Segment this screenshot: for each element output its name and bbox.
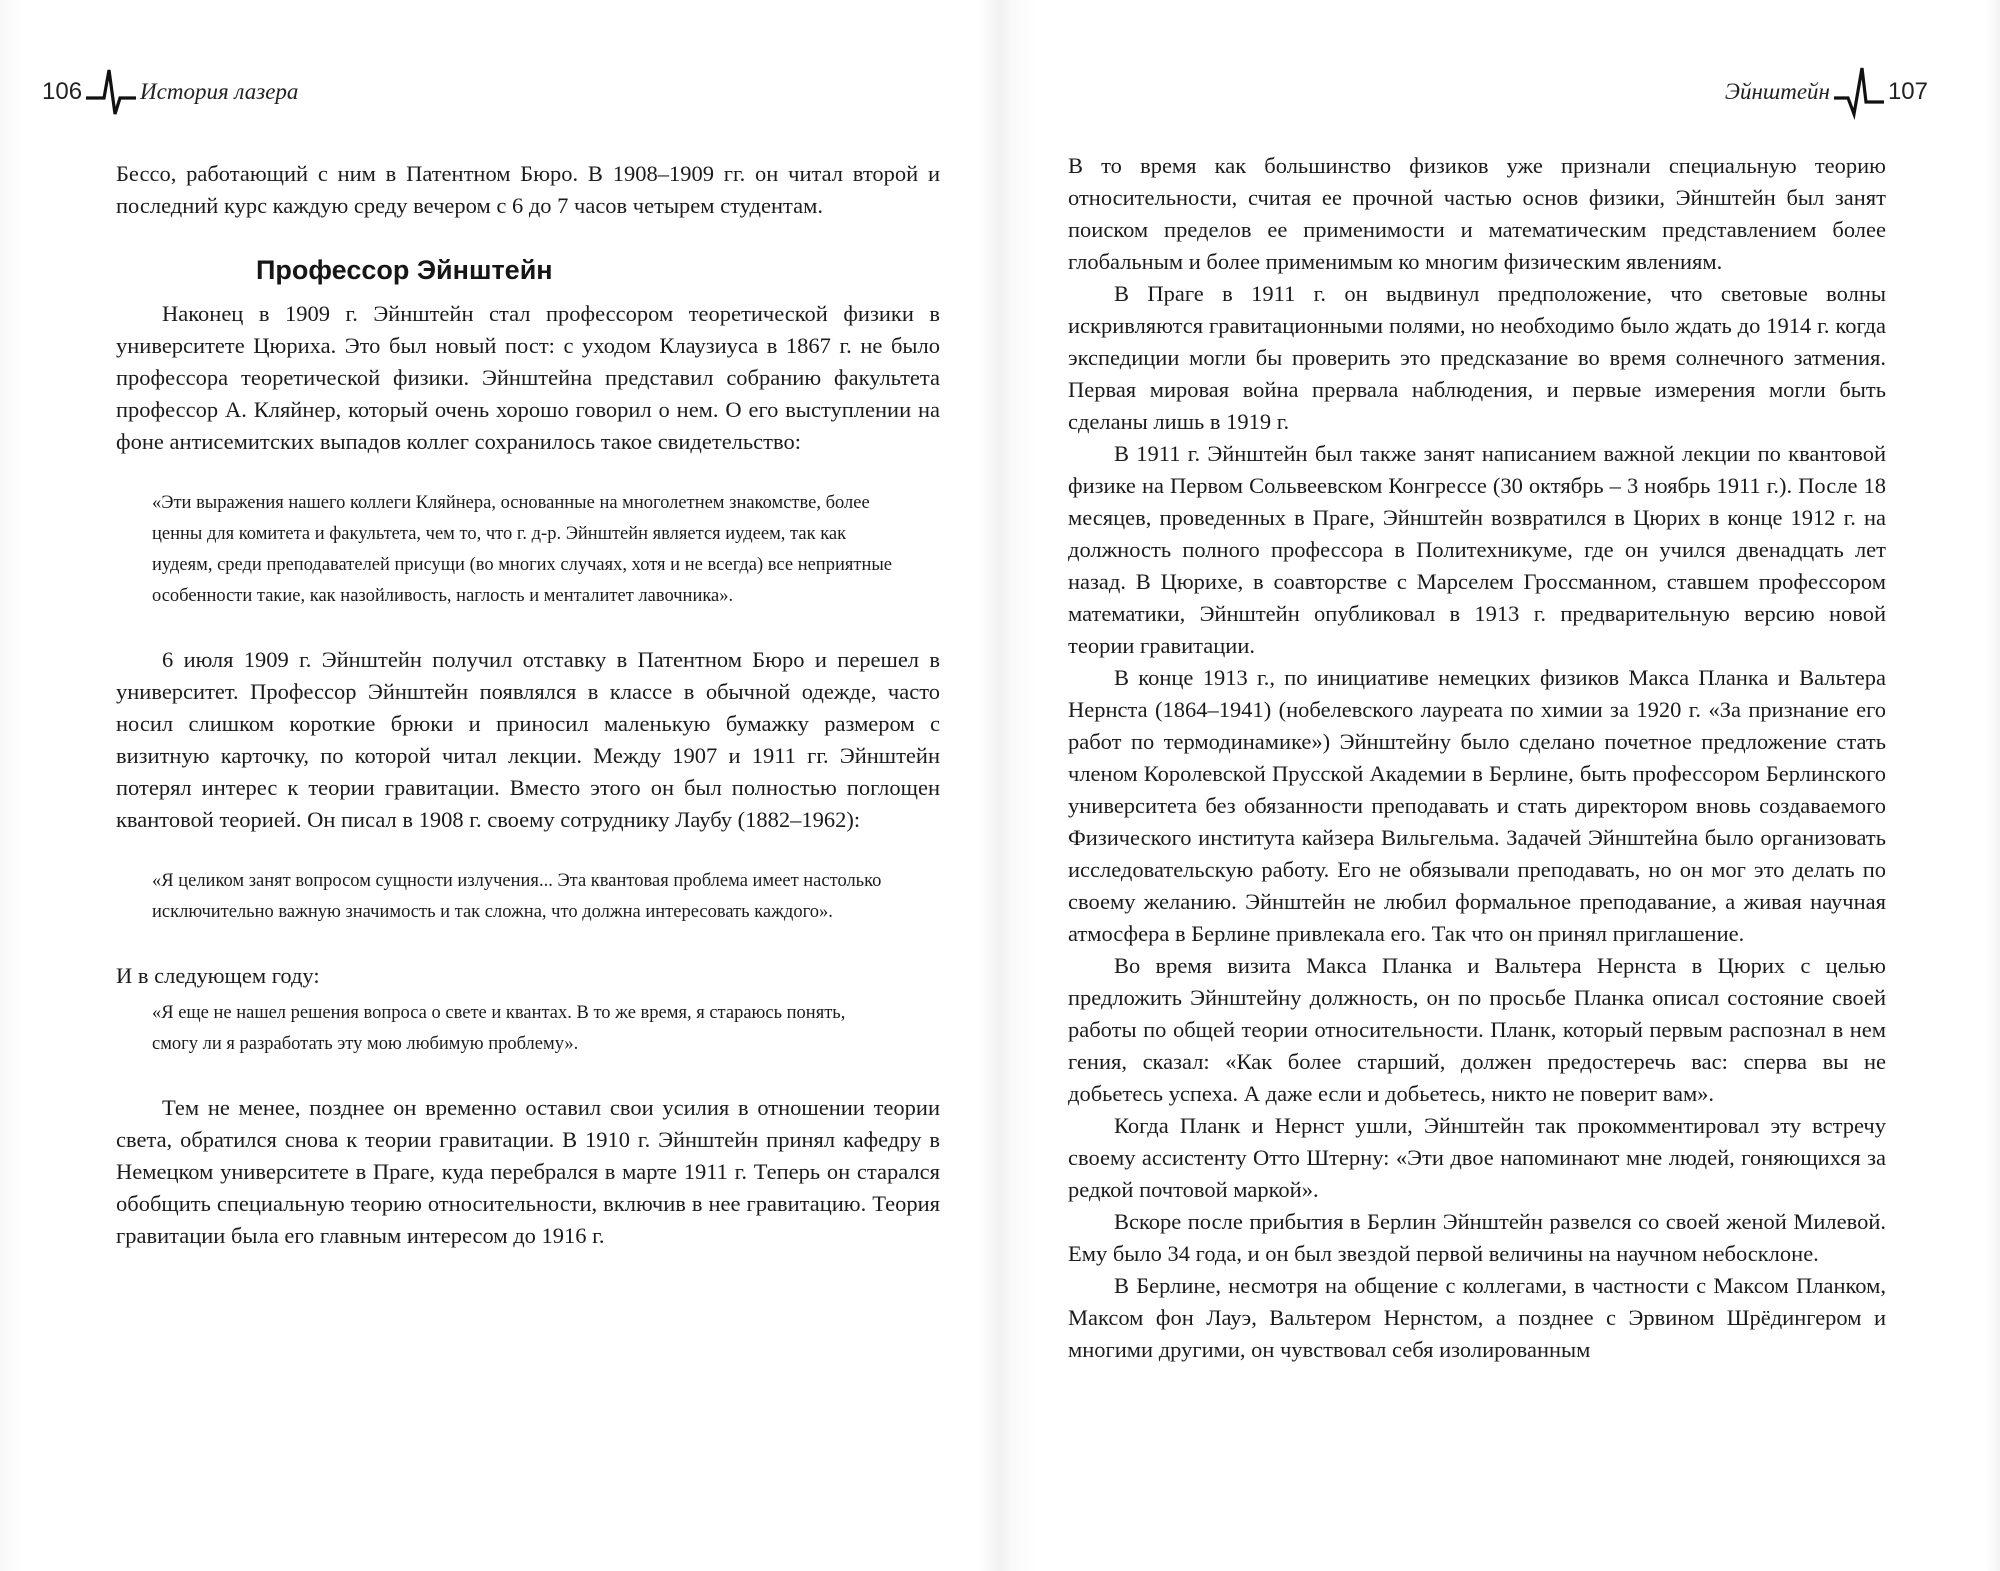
block-quote: «Я еще не нашел решения вопроса о свете и квантах. В то же время, я стараюсь понять, смогу ли я разработать эту мою любимую проблему».	[152, 1003, 846, 1054]
left-page-number: 106	[42, 78, 83, 105]
paragraph: Когда Планк и Нернст ушли, Эйнштейн так прокомментировал эту встречу своему ассистенту Отто Штерну: «Эти двое напоминают мне людей, гоняющихся за редкой почтовой маркой».	[1068, 1113, 1886, 1202]
right-page	[1000, 0, 2000, 1571]
paragraph: Бессо, работающий с ним в Патентном Бюро. В 1908–1909 гг. он читал второй и последний курс каждую среду вечером с 6 до 7 часов четырем студентам.	[116, 161, 940, 218]
pulse-wave-icon	[82, 62, 140, 122]
paragraph: В Берлине, несмотря на общение с коллегами, в частности с Максом Планком, Максом фон Лауэ, Вальтером Нернстом, а позднее с Эрвином Шрёдингером и многими другими, он чувствовал себя изолированным	[1068, 1273, 1886, 1362]
section-heading: Профессор Эйнштейн	[256, 255, 553, 285]
paragraph: Тем не менее, позднее он временно оставил свои усилия в отношении теории света, обратился снова к теории гравитации. В 1910 г. Эйнштейн принял кафедру в Немецком университете в Праге, куда перебрался в марте 1911 г. Теперь он старался обобщить специальную теорию относительности, включив в нее гравитацию. Теория гравитации была его главным интересом до 1916 г.	[116, 1095, 940, 1248]
pulse-wave-icon	[1830, 62, 1888, 122]
paragraph: В Праге в 1911 г. он выдвинул предположение, что световые волны искривляются гравитационными полями, но необходимо было ждать до 1914 г. когда экспедиции могли бы проверить это предсказание во время солнечного затмения. Первая мировая война прервала наблюдения, и первые измерения могли быть сделаны лишь в 1919 г.	[1068, 281, 1886, 434]
left-running-head	[42, 62, 298, 122]
right-page-number: 107	[1887, 78, 1928, 105]
paragraph: В конце 1913 г., по инициативе немецких физиков Макса Планка и Вальтера Нернста (1864–1941) (нобелевского лауреата по химии за 1920 г. «За признание его работ по термодинамике») Эйнштейну было сделано почетное предложение стать членом Королевской Прусской Академии в Берлине, быть профессором Берлинского университета без обязанности преподавать и стать директором вновь создаваемого Физического института кайзера Вильгельма. Задачей Эйнштейна было организовать исследовательскую работу. Его не обязывали преподавать, но он мог это делать по своему желанию. Эйнштейн не любил формальное преподавание, а живая научная атмосфера в Берлине привлекала его. Так что он принял приглашение.	[1068, 665, 1886, 946]
paragraph: 6 июля 1909 г. Эйнштейн получил отставку в Патентном Бюро и перешел в университет. Профессор Эйнштейн появлялся в классе в обычной одежде, часто носил слишком короткие брюки и приносил маленькую бумажку размером с визитную карточку, по которой читал лекции. Между 1907 и 1911 гг. Эйнштейн потерял интерес к теории гравитации. Вместо этого он был полностью поглощен квантовой теорией. Он писал в 1908 г. своему сотруднику Лаубу (1882–1962):	[116, 647, 940, 832]
paragraph: Наконец в 1909 г. Эйнштейн стал профессором теоретической физики в университете Цюриха. Это был новый пост: с уходом Клаузиуса в 1867 г. не было профессора теоретической физики. Эйнштейна представил собранию факультета профессор А. Кляйнер, который очень хорошо говорил о нем. О его выступлении на фоне антисемитских выпадов коллег сохранилось такое свидетельство:	[116, 301, 940, 454]
paragraph: Вскоре после прибытия в Берлин Эйнштейн развелся со своей женой Милевой. Ему было 34 года, и он был звездой первой величины на научном небосклоне.	[1068, 1209, 1886, 1266]
left-running-title: История лазера	[140, 79, 299, 104]
paragraph: В то время как большинство физиков уже признали специальную теорию относительности, считая ее прочной частью основ физики, Эйнштейн был занят поиском пределов ее применимости и математическим представлением более глобальным и более применимым ко многим физическим явлениям.	[1068, 153, 1886, 274]
right-running-title: Эйнштейн	[1724, 79, 1830, 104]
block-quote: «Эти выражения нашего коллеги Кляйнера, основанные на многолетнем знакомстве, более ценны для комитета и факультета, чем то, что г. д-р. Эйнштейн является иудеем, так как иудеям, среди преподавателей присущи (во многих случаях, хотя и не всегда) все неприятные особенности такие, как назойливость, наглость и менталитет лавочника».	[152, 493, 892, 606]
right-running-head	[1725, 62, 1928, 122]
paragraph: В 1911 г. Эйнштейн был также занят написанием важной лекции по квантовой физике на Первом Сольвеевском Конгрессе (30 октябрь – 3 ноябрь 1911 г.). После 18 месяцев, проведенных в Праге, Эйнштейн возвратился в Цюрих в конце 1912 г. на должность полного профессора в Политехникуме, где он учился двенадцать лет назад. В Цюрихе, в соавторстве с Марселем Гроссманном, ставшем профессором математики, Эйнштейн опубликовал в 1913 г. предварительную версию новой теории гравитации.	[1068, 441, 1886, 658]
paragraph: Во время визита Макса Планка и Вальтера Нернста в Цюрих с целью предложить Эйнштейну должность, он по просьбе Планка описал состояние своей работы по общей теории относительности. Планк, который первым распознал в нем гения, сказал: «Как более старший, должен предостеречь вас: сперва вы не добьетесь успеха. А даже если и добьетесь, никто не поверит вам».	[1068, 953, 1886, 1106]
left-text-block	[116, 158, 940, 1252]
block-quote: «Я целиком занят вопросом сущности излучения... Эта квантовая проблема имеет настолько исключительно важную значимость и так сложна, что должна интересовать каждого».	[152, 871, 882, 922]
paragraph: И в следующем году:	[116, 963, 320, 988]
right-text-block	[1068, 150, 1886, 1366]
